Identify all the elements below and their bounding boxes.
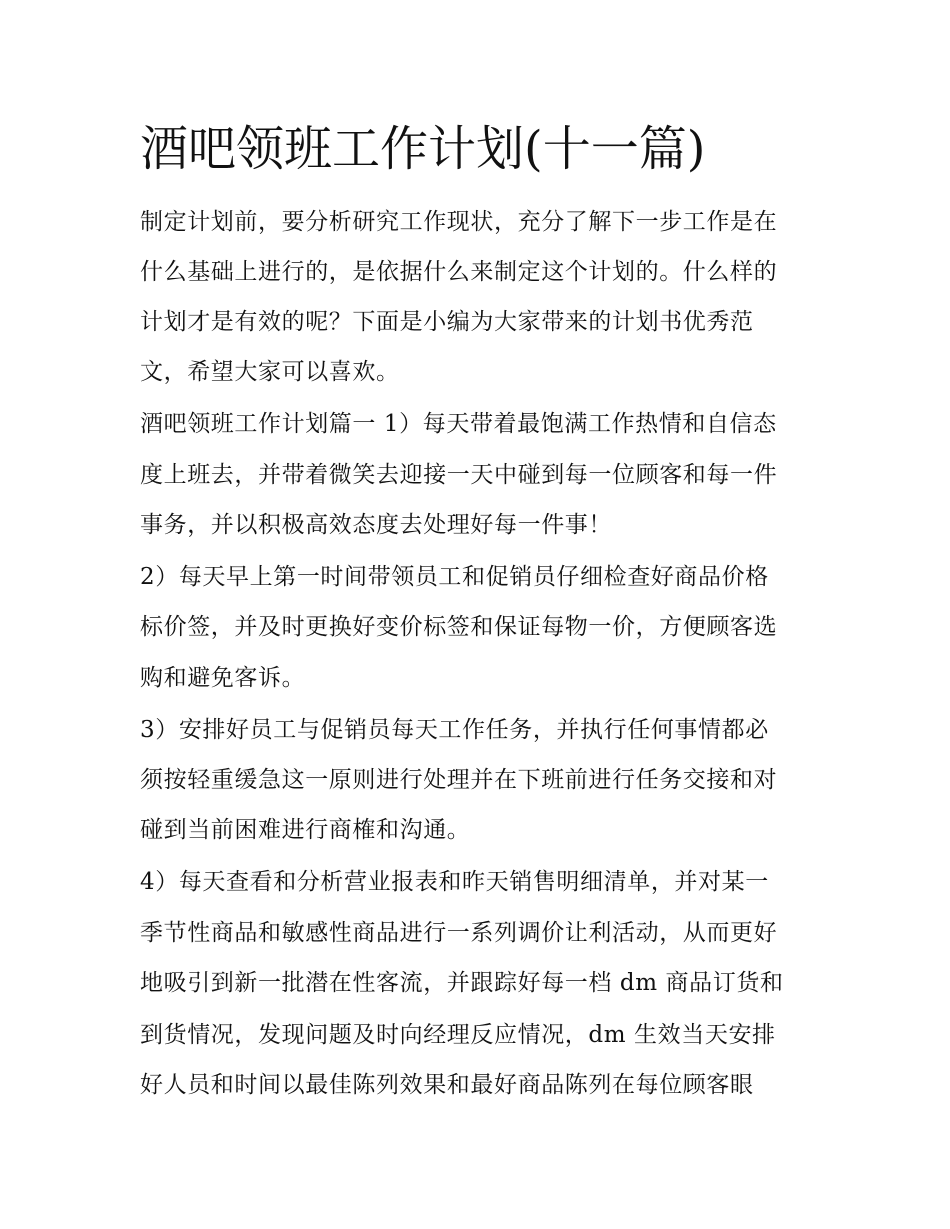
document-title: 酒吧领班工作计划(十一篇) (140, 121, 706, 177)
text-line: 计划才是有效的呢？下面是小编为大家带来的计划书优秀范 (140, 309, 754, 335)
text-line: 到货情况，发现问题及时向经理反应情况，dm 生效当天安排 (140, 1022, 776, 1048)
text-line: 须按轻重缓急这一原则进行处理并在下班前进行任务交接和对 (140, 767, 778, 793)
text-line: 标价签，并及时更换好变价标签和保证每物一价，方便顾客选 (140, 614, 778, 640)
text-line: 地吸引到新一批潜在性客流，并跟踪好每一档 dm 商品订货和 (140, 970, 784, 996)
text-line: 酒吧领班工作计划篇一 1）每天带着最饱满工作热情和自信态 (140, 411, 777, 437)
text-line: 事务，并以积极高效态度去处理好每一件事！ (140, 512, 612, 538)
text-line: 购和避免客诉。 (140, 665, 306, 691)
text-line: 碰到当前困难进行商榷和沟通。 (140, 817, 471, 843)
text-line: 什么基础上进行的，是依据什么来制定这个计划的。什么样的 (140, 259, 778, 285)
text-line: 制定计划前，要分析研究工作现状，充分了解下一步工作是在 (140, 209, 778, 235)
text-line: 度上班去，并带着微笑去迎接一天中碰到每一位顾客和每一件 (140, 462, 778, 488)
text-line: 文，希望大家可以喜欢。 (140, 359, 400, 385)
text-line: 季节性商品和敏感性商品进行一系列调价让利活动，从而更好 (140, 920, 778, 946)
text-line: 好人员和时间以最佳陈列效果和最好商品陈列在每位顾客眼 (140, 1072, 754, 1098)
text-line: 4）每天查看和分析营业报表和昨天销售明细清单，并对某一 (140, 869, 769, 895)
text-line: 3）安排好员工与促销员每天工作任务，并执行任何事情都必 (140, 717, 769, 743)
text-line: 2）每天早上第一时间带领员工和促销员仔细检查好商品价格 (140, 564, 769, 590)
